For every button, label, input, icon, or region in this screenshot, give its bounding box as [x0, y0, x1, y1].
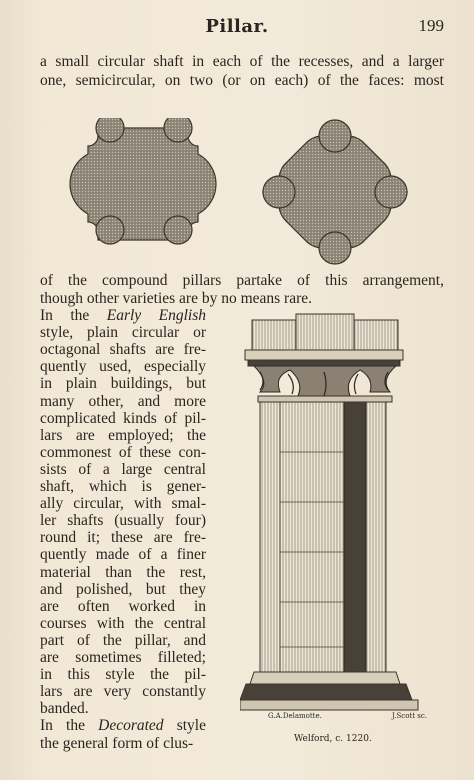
pillar-engraving	[240, 312, 440, 732]
line-text: octagonal shafts are fre-	[40, 341, 206, 359]
engraver-mark: G.A.Delamotte.	[268, 712, 322, 720]
line-text: complicated kinds of pil-	[40, 409, 206, 427]
line-text: lars are employed; the	[40, 426, 206, 444]
line-text: commonest of these con-	[40, 443, 206, 461]
line-text: round it; these are fre-	[40, 529, 206, 547]
line-text: part of the pillar, and	[40, 631, 206, 649]
body-line: of the compound pillars partake of this arrangement,	[40, 272, 444, 289]
line-text: ler shafts (usually four)	[40, 512, 206, 530]
line-text: banded.	[40, 700, 89, 718]
line-text: are often worked in	[40, 597, 206, 615]
figure-caption: Welford, c. 1220.	[294, 734, 372, 744]
plan-right-section	[263, 120, 407, 264]
pillar-plan-figures	[60, 118, 430, 268]
page-number: 199	[418, 16, 444, 35]
line-text: are sometimes filleted;	[40, 649, 206, 666]
line-text: style	[163, 717, 206, 735]
column-line	[40, 734, 206, 753]
line-text: In the	[40, 717, 99, 735]
italic-text: Early English	[106, 307, 206, 324]
line-text: the general form of clus-	[40, 734, 194, 752]
body-line: one, semicircular, on two (or on each) of the faces: most	[40, 72, 444, 89]
plan-left-section	[70, 118, 216, 244]
line-text: in this style the pil-	[40, 666, 206, 684]
line-text: quently used, especially	[40, 358, 206, 376]
body-line: a small circular shaft in each of the recesses, and a larger	[40, 53, 444, 70]
italic-text: Decorated	[98, 717, 164, 735]
line-text: quently made of a finer	[40, 546, 206, 564]
line-text: ally circular, with smal-	[40, 495, 206, 513]
line-text: and polished, but they	[40, 580, 206, 598]
line-text: shaft, which is gener-	[40, 478, 206, 495]
line-text: many other, and more	[40, 392, 206, 410]
running-title: Pillar.	[205, 16, 269, 37]
page-header	[0, 16, 474, 40]
line-text: in plain buildings, but	[40, 375, 206, 393]
line-text: courses with the central	[40, 614, 206, 632]
artist-mark: J.Scott sc.	[392, 712, 428, 720]
line-text: style, plain circular or	[40, 324, 206, 342]
line-text: material than the rest,	[40, 563, 206, 581]
line-text: In the	[40, 307, 107, 324]
body-line: though other varieties are by no means rare.	[40, 290, 313, 307]
line-text: lars are very constantly	[40, 683, 206, 701]
line-text: sists of a large central	[40, 460, 206, 478]
